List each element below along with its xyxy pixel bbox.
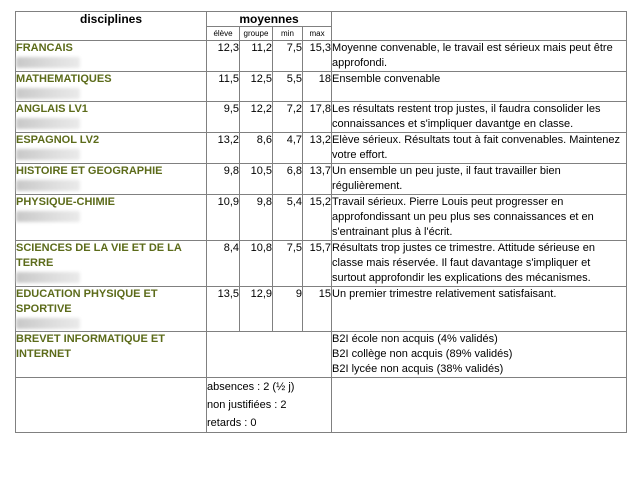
grade-min: 6,8	[273, 164, 303, 195]
brevet-name: BREVET INFORMATIQUE ET INTERNET	[16, 333, 165, 360]
teacher-comment: Un premier trimestre relativement satisfaisant.	[332, 287, 627, 332]
grade-max: 15,3	[303, 41, 332, 72]
discipline-name: FRANCAIS	[16, 42, 73, 54]
teacher-name-blurred	[16, 57, 80, 68]
discipline-name: ANGLAIS LV1	[16, 103, 88, 115]
header-disciplines: disciplines	[16, 12, 207, 41]
table-row	[16, 241, 627, 287]
header-max: max	[303, 27, 332, 41]
discipline-name: SCIENCES DE LA VIE ET DE LA TERRE	[16, 242, 182, 269]
table-row	[16, 164, 627, 195]
brevet-empty-cell	[207, 332, 332, 378]
discipline-cell	[16, 133, 207, 164]
teacher-comment: Travail sérieux. Pierre Louis peut progresser en approfondissant un peu plus ses connaissances et en s'entrainant plus à l'écrit.	[332, 195, 627, 241]
b2i-college: B2I collège non acquis (89% validés)	[332, 348, 513, 360]
discipline-cell	[16, 241, 207, 287]
teacher-name-blurred	[16, 118, 80, 129]
brevet-row	[16, 332, 627, 378]
b2i-ecole: B2I école non acquis (4% validés)	[332, 333, 498, 345]
grade-eleve: 13,2	[207, 133, 240, 164]
header-comment-blank	[332, 12, 627, 41]
teacher-name-blurred	[16, 149, 80, 160]
teacher-name-blurred	[16, 272, 80, 283]
discipline-name: PHYSIQUE-CHIMIE	[16, 196, 116, 208]
teacher-name-blurred	[16, 211, 80, 222]
discipline-name: EDUCATION PHYSIQUE ET SPORTIVE	[16, 288, 158, 315]
b2i-lycee: B2I lycée non acquis (38% validés)	[332, 363, 504, 375]
grade-max: 15,2	[303, 195, 332, 241]
grade-max: 13,7	[303, 164, 332, 195]
grades-table	[15, 11, 627, 433]
discipline-cell	[16, 164, 207, 195]
grade-eleve: 10,9	[207, 195, 240, 241]
grade-max: 17,8	[303, 102, 332, 133]
header-moyennes: moyennes	[207, 12, 332, 27]
teacher-name-blurred	[16, 88, 80, 99]
table-row	[16, 72, 627, 102]
b2i-status	[332, 332, 627, 378]
brevet-cell	[16, 332, 207, 378]
grade-eleve: 13,5	[207, 287, 240, 332]
grade-eleve: 11,5	[207, 72, 240, 102]
grade-min: 7,2	[273, 102, 303, 133]
grade-groupe: 10,5	[240, 164, 273, 195]
header-min: min	[273, 27, 303, 41]
grade-eleve: 8,4	[207, 241, 240, 287]
discipline-cell	[16, 41, 207, 72]
teacher-comment: Moyenne convenable, le travail est sérieux mais peut être approfondi.	[332, 41, 627, 72]
grade-eleve: 9,5	[207, 102, 240, 133]
table-row	[16, 41, 627, 72]
table-row	[16, 102, 627, 133]
absences: absences : 2 (½ j)	[207, 381, 295, 393]
grade-min: 5,5	[273, 72, 303, 102]
discipline-name: MATHEMATIQUES	[16, 73, 112, 85]
table-row	[16, 133, 627, 164]
teacher-comment: Elève sérieux. Résultats tout à fait convenables. Maintenez votre effort.	[332, 133, 627, 164]
grade-max: 13,2	[303, 133, 332, 164]
teacher-comment: Résultats trop justes ce trimestre. Attitude sérieuse en classe mais réservée. Il faut davantage s'impliquer et surtout approfondir les explications des mécanismes.	[332, 241, 627, 287]
teacher-name-blurred	[16, 180, 80, 191]
discipline-cell	[16, 195, 207, 241]
grade-groupe: 12,9	[240, 287, 273, 332]
grade-groupe: 8,6	[240, 133, 273, 164]
grade-groupe: 9,8	[240, 195, 273, 241]
attendance-row	[16, 378, 627, 433]
grade-max: 18	[303, 72, 332, 102]
teacher-name-blurred	[16, 318, 80, 329]
header-groupe: groupe	[240, 27, 273, 41]
grade-groupe: 11,2	[240, 41, 273, 72]
discipline-cell	[16, 102, 207, 133]
discipline-name: ESPAGNOL LV2	[16, 134, 100, 146]
teacher-comment: Ensemble convenable	[332, 72, 627, 102]
grade-min: 9	[273, 287, 303, 332]
grade-groupe: 12,5	[240, 72, 273, 102]
retards: retards : 0	[207, 417, 257, 429]
grade-groupe: 12,2	[240, 102, 273, 133]
grade-eleve: 9,8	[207, 164, 240, 195]
table-row	[16, 195, 627, 241]
grade-min: 5,4	[273, 195, 303, 241]
header-eleve: élève	[207, 27, 240, 41]
discipline-name: HISTOIRE ET GEOGRAPHIE	[16, 165, 163, 177]
non-justifiees: non justifiées : 2	[207, 399, 287, 411]
table-row	[16, 287, 627, 332]
attendance-info	[207, 378, 332, 433]
teacher-comment: Les résultats restent trop justes, il faudra consolider les connaissances et s'impliquer davantge en classe.	[332, 102, 627, 133]
discipline-cell	[16, 72, 207, 102]
attendance-blank-cell	[16, 378, 207, 433]
grade-max: 15,7	[303, 241, 332, 287]
attendance-comment-blank	[332, 378, 627, 433]
grade-max: 15	[303, 287, 332, 332]
discipline-cell	[16, 287, 207, 332]
grade-min: 4,7	[273, 133, 303, 164]
grade-min: 7,5	[273, 41, 303, 72]
teacher-comment: Un ensemble un peu juste, il faut travailler bien régulièrement.	[332, 164, 627, 195]
grade-min: 7,5	[273, 241, 303, 287]
grade-eleve: 12,3	[207, 41, 240, 72]
grade-groupe: 10,8	[240, 241, 273, 287]
